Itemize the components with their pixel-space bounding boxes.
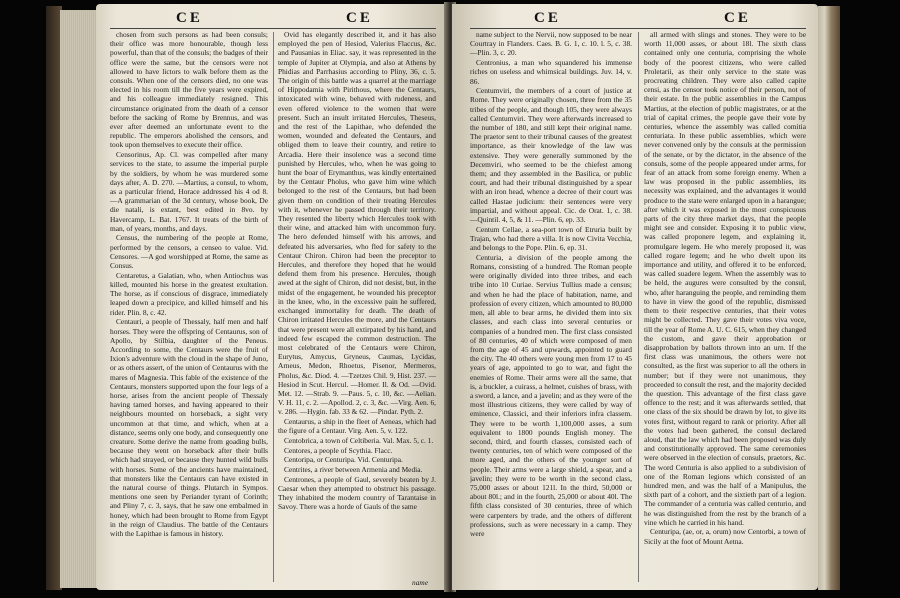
entry-centores: Centores, a people of Scythia. Flacc. <box>284 445 393 455</box>
entry-paragraph: all armed with slings and stones. They were to be worth 11,000 asses, or about 18l. The sixth class contained only one centuria, comprising the whole body of the poorest citizens, who were called Proletarii, as their only service to the state was procreating children. They were also called capite censi, as the censor took notice of their person, not of their estate. In the public assemblies in the Campus Martius, at the election of public magistrates, or at the trial of capital crimes, the people gave their vote by centuries, whence the assembly was called comitia centuriata. In these public assemblies, which were never convened only by the consuls at the permission of the senate, or by the dictator, in the absence of the consuls, some of the people appeared under arms, for fear of an attack from some foreign enemy. When a law was proposed in the public assemblies, its necessity was explained, and the advantages it would produce to the state were enlarged upon in a harangue; after which it was exposed in the most conspicuous parts of the city three market days, that the people might see and consider. Exposing it to public view, was called proponere legem, and explaining it, promulgare legem. He who merely proposed it, was called rogare legem; and he who dwelt upon its importance and utility, and offered it to be enforced, was called suadere legem. When the assembly was to be held, the augures were consulted by the consul, who, after haranguing the people, and reminding them to have in view the good of the republic, dismissed them to their respective centuries, that their votes might be collected. They gave their votes viva voce, till the year of Rome A. U. C. 615, when they changed the custom, and gave their approbation or disapprobation by ballots thrown into an urn. If the first class was unanimous, the others were not consulted, as the first was superior to all the others in number; but if they were not unanimous, they proceeded to consult the rest, and the majority decided the question. This advantage of the first class gave offence to the rest; and it was afterwards settled, that one class of the six should be drawn by lot, to give its votes first, without regard to rank or priority. After all the votes had been gathered, the consul declared aloud, that the law which had been proposed was duly and constitutionally approved. The same ceremonies were observed in the election of consuls, praetors, &c. The word Centuria is also applied to a subdivision of one of the Roman legions which consisted of an hundred men, and was the half of a Manipulus, the sixth part of a cohort, and the sixtieth part of a legion. The commander of a centuria was called centurio, and he was distinguished from the rest by the branch of a vine which he carried in his hand. <box>644 30 806 527</box>
page-edges-left <box>60 10 100 588</box>
entry-centuripa: Centuripa, (ae, or, a, orum) now Centorbi, a town of Sicily at the foot of Mount Aetna. <box>644 527 806 546</box>
entry-censorinus: Censorinus, Ap. Cl. was compelled after many services to the state, to assume the imperial purple by the soldiers, by whom he was murdered some days after, A. D. 270. —Martius, a consul, to whom, as a particular friend, Horace addressed his 4 od 8. —A grammarian of the 3d century, whose book, De die natali, is extant, best edited in 8vo. by Havercamp, L. Bat. 1767. It treats of the birth of man, of years, months, and days. <box>110 150 268 233</box>
left-column-divider <box>273 32 274 582</box>
entry-paragraph: name subject to the Nervii, now supposed to be near Courtray in Flanders. Caes. B. G. 1, c. 10. l. 5, c. 38. —Plin. 3, c. 20. <box>470 30 632 58</box>
left-column-2 <box>278 30 436 586</box>
left-header-rule <box>110 28 436 29</box>
left-headword-2: CE <box>346 10 373 26</box>
entry-census: Census, the numbering of the people at Rome, performed by the censors, a censeo to value. Vid. Censores. —A god worshipped at Rome, the same as Consus. <box>110 233 268 271</box>
left-page <box>96 4 448 590</box>
entry-centaurus: Centaurus, a ship in the fleet of Aeneas, which had the figure of a Centaur. Virg. Aen. 5, v. 122. <box>278 417 436 436</box>
entry-centaretus: Centaretus, a Galatian, who, when Antiochus was killed, mounted his horse in the greatest exultation. The horse, as if conscious of disgrace, immediately leaped down a precipice, and killed himself and his rider. Plin. 8, c. 42. <box>110 270 268 317</box>
entry-centum-cellae: Centum Cellae, a sea-port town of Etruria built by Trajan, who had there a villa. It is now Civita Vecchia, and belongs to the Pope. Plin. 6, ep. 31. <box>470 224 632 253</box>
entry-centrites: Centrites, a river between Armenia and Media. <box>284 465 423 475</box>
entry-centumviri: Centumviri, the members of a court of justice at Rome. They were originally chosen, three from the 35 tribes of the people, and though 105, they were always called Centumviri. They were afterwards increased to the number of 180, and still kept their original name. The praetor sent to their tribunal causes of the greatest importance, as their knowledge of the law was extensive. They were generally summoned by the Decemviri, who seemed to be the chiefest among them; and they assembled in the Basilica, or public court, and had their tribunal distinguished by a spear with an iron head, whence a decree of their court was called Hastae judicium: their sentences were very impartial, and without appeal. Cic. de Orat. 1, c. 38. —Quintil. 4, 5, & 11. —Plin. 6, ep. 33. <box>470 86 632 225</box>
left-column-1 <box>110 30 268 586</box>
right-headword-2: CE <box>724 10 751 26</box>
entry-paragraph: Ovid has elegantly described it, and it has also employed the pen of Hesiod, Valerius Flaccus, &c. and Pausanias in Eliac. say, it was represented in the temple of Jupiter at Olympia, and also at Athens by Phidias and Parrhasius according to Pliny, 36, c. 5. The origin of this battle was a quarrel at the marriage of Hippodamia with Pirithous, where the Centaurs, intoxicated with wine, behaved with rudeness, and even offered violence to the women that were present. Such an insult irritated Hercules, Theseus, and the rest of the Lapithae, who defended the women, wounded and defeated the Centaurs, and obliged them to leave their country, and retire to Arcadia. Here their insolence was a second time punished by Hercules, who, when he was going to hunt the boar of Erymanthus, was kindly entertained by the Centaur Pholus, who gave him wine which belonged to the rest of the Centaurs, but had been given them on condition of their treating Hercules with it, whenever he passed through their territory. They resented the liberty which Hercules took with their wine, and attacked him with uncommon fury. The hero defended himself with his arrows, and defeated his adversaries, who fled for safety to the Centaur Chiron. Chiron had been the preceptor to Hercules, and therefore they hoped that he would defend them from his presence. Hercules, though awed at the sight of Chiron, did not desist, but, in the midst of the engagement, he wounded his preceptor in the knee, who, in the excessive pain he suffered, exchanged immortality for death. The death of Chiron irritated Hercules the more, and the Centaurs that were present were all extirpated by his hand, and indeed few escaped the common destruction. The most celebrated of the Centaurs were Chiron, Eurytus, Amycus, Gryneus, Caumas, Lycidas, Arneus, Medon, Rhoetus, Pisenor, Mermeros, Pholus, &c. Diod. 4. —Tzetzes Chil. 9, Hist. 237. —Hesiod in Scut. Hercul. —Homer. Il. & Od. —Ovid. Met. 12. —Strab. 9. —Paus. 5, c. 10, &c. —Aelian. V. H. 11, c. 2. —Apollod. 2, c. 3, &c. —Virg. Aen. 6, v. 286. —Hygin. fab. 33 & 62. —Pindar. Pyth. 2. <box>278 30 436 417</box>
entry-centrones: Centrones, a people of Gaul, severely beaten by J. Caesar when they attempted to obstruct his passage. They inhabited the modern country of Tarantaise in Savoy. There was a horde of Gauls of the same <box>278 474 436 512</box>
entry-centoripa: Centoripa, or Centuripa. Vid. Centuripa. <box>284 455 403 465</box>
right-headword-1: CE <box>534 10 561 26</box>
left-catchword: name <box>412 578 429 587</box>
entry-centauri: Centauri, a people of Thessaly, half men and half horses. They were the offspring of Centaurus, son of Apollo, by Stilbia, daughter of the Peneus. According to some, the Centaurs were the fruit of Ixion's adventure with the cloud in the shape of Juno, or as others assert, of the union of Centaurus with the mares of Magnesia. This fable of the existence of the Centaurs, monsters supported upon the four legs of a horse, arises from the ancient people of Thessaly having tamed horses, and having appeared to their neighbours mounted on horseback, a sight very uncommon at that time, and which, when at a distance, seems only one body, and consequently one creature. Some derive the name from goading bulls, because they went on horseback after their bulls which had strayed, or because they hunted wild bulls with horses. Some of the ancients have maintained, that monsters like the Centaurs can have existed in the natural course of things. Plutarch in Sympos. mentions one seen by Periander tyrant of Corinth; and Pliny 7, c. 3, says, that he saw one embalmed in honey, which had been brought to Rome from Egypt in the reign of Claudius. The battle of the Centaurs with the Lapithae is famous in history. <box>110 317 268 538</box>
right-column-2 <box>644 30 806 586</box>
book-cover-right <box>818 6 840 590</box>
right-header-rule <box>470 28 806 29</box>
right-page <box>452 4 818 590</box>
left-headword-1: CE <box>176 10 203 26</box>
entry-paragraph: chosen from such persons as had been consuls; their office was more honourable, though less powerful, than that of the consuls; the badges of their office were the same, but the censors were not allowed to have lictors to walk before them as the consuls. When one of the censors died, no one was elected in his room till the five years were expired, and his colleague immediately resigned. This circumstance originated from the death of a censor before the sacking of Rome by Brennus, and was ever after deemed an unfortunate event to the republic. The emperors abolished the censors, and took upon themselves to execute their office. <box>110 30 268 150</box>
entry-centronius: Centronius, a man who squandered his immense riches on useless and whimsical buildings. Juv. 14, v. 86. <box>470 58 632 86</box>
entry-centuria: Centuria, a division of the people among the Romans, consisting of a hundred. The Roman people were originally divided into three tribes, and each tribe into 10 Curiae. Servius Tullius made a census; and when he had the place of habitation, name, and profession of every citizen, which amounted to 80,000 men, all able to bear arms, he divided them into six classes, and each class into several centuries or companies of a hundred men. The first class consisted of 80 centuries, 40 of which were composed of men from the age of 45 and upwards, appointed to guard the city. The 40 others were young men from 17 to 45 years of age, appointed to go to war, and fight the enemies of Rome. Their arms were all the same, that is, a buckler, a cuirass, a helmet, cuishes of brass, with a sword, a lance, and a javelin; and as they were of the most illustrious citizens, they were called by way of eminence, Classici, and their inferiors infra classem. They were to be worth 1,100,000 asses, a sum equivalent to 1800 pounds English money. The second, third, and fourth classes, consisted each of twenty centuries, ten of which were composed of the more aged, and the others of the younger sort of people. Their arms were a large shield, a spear, and a javelin; they were to be worth in the second class, 75,000 asses or about 121l. In the third, 50,000 or about 80l.; and in the fourth, 25,000 or about 40l. The fifth class consisted of 30 centuries, three of which were carpenters by trade, and the others of different professions, such as were necessary in a camp. They were <box>470 252 632 538</box>
right-column-divider <box>638 32 639 582</box>
right-column-1 <box>470 30 632 586</box>
entry-centobrica: Centobrica, a town of Celtiberia. Val. Max. 5, c. 1. <box>284 435 434 445</box>
